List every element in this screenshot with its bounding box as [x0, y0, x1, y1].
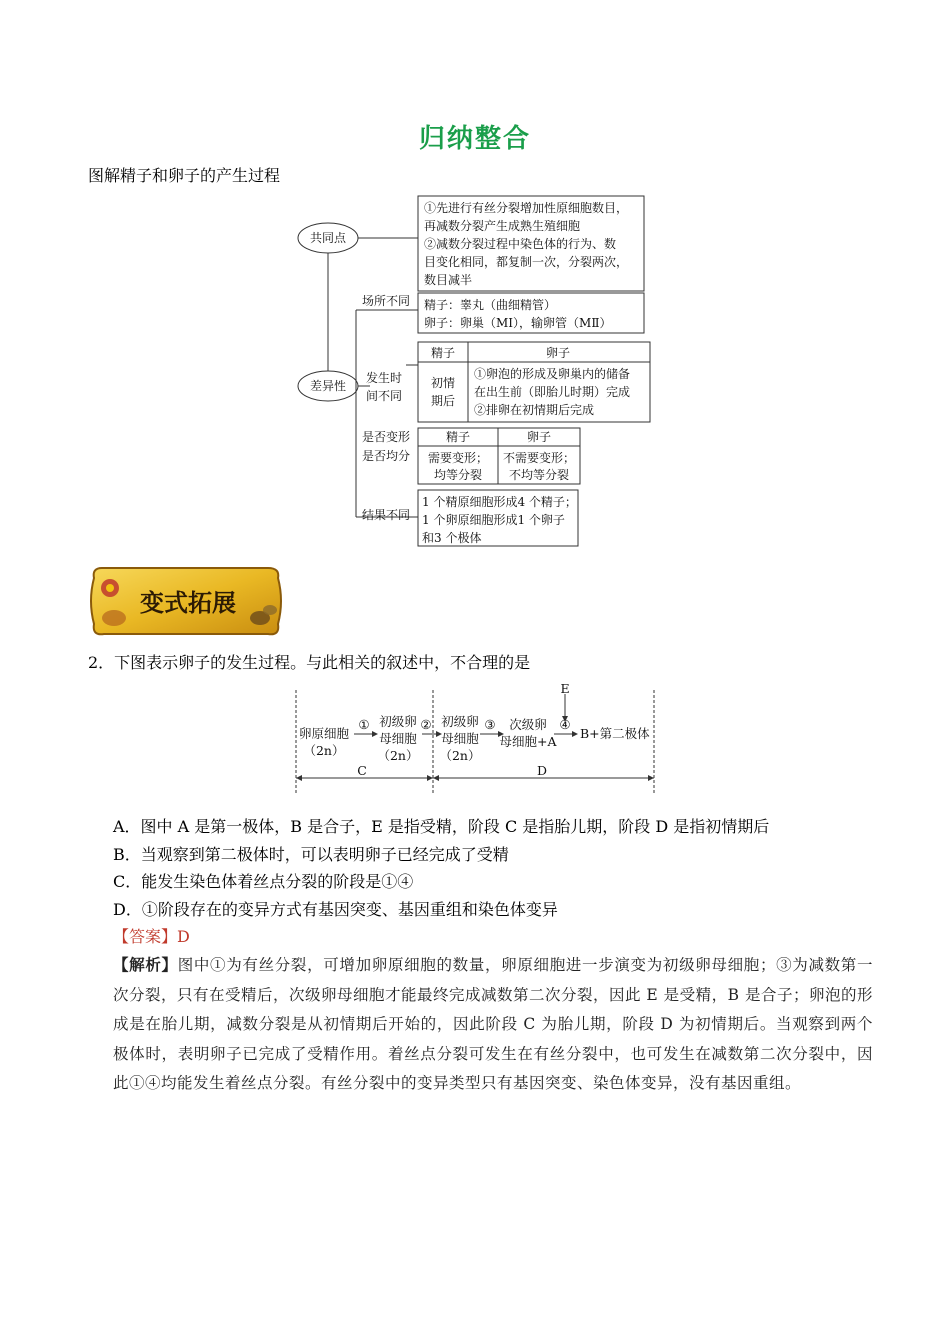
- leaf-icon: [102, 610, 126, 626]
- common-text-line: ②减数分裂过程中染色体的行为、数: [424, 237, 617, 251]
- common-text-line: ①先进行有丝分裂增加性原细胞数目，: [424, 201, 629, 215]
- time-header-egg: 卵子: [545, 346, 571, 360]
- place-text-line: 卵子：卵巢（MⅠ），输卵管（MⅡ）: [424, 316, 612, 330]
- page-title: 归纳整合: [418, 124, 531, 154]
- time-egg-cell-line: ②排卵在初情期后完成: [474, 403, 595, 417]
- deform-header-egg: 卵子: [526, 430, 552, 444]
- cell-oogonium-line: 卵原细胞: [298, 726, 350, 741]
- stage-d-label: D: [536, 763, 548, 778]
- cell-primary-oocyte-2-line: （2n）: [439, 748, 481, 763]
- result-text-line: 和3 个极体: [422, 531, 482, 545]
- option-d: D．①阶段存在的变异方式有基因突变、基因重组和染色体变异: [113, 900, 558, 919]
- cell-primary-oocyte-1-line: 母细胞: [379, 731, 417, 746]
- option-a: A．图中 A 是第一极体，B 是合子，E 是指受精，阶段 C 是指胎儿期，阶段 D 是指初情期后: [113, 817, 770, 836]
- result-label: B+第二极体: [580, 726, 650, 741]
- cell-secondary-oocyte-line: 母细胞+A: [499, 734, 557, 749]
- deform-egg-cell-line: 不均等分裂: [508, 468, 570, 482]
- cell-oogonium-line: （2n）: [303, 743, 345, 758]
- time-sperm-cell-line: 期后: [430, 394, 456, 408]
- explanation-text: 图中①为有丝分裂，可增加卵原细胞的数量，卵原细胞进一步演变为初级卵母细胞；③为减数第一次分裂，只有在受精后，次级卵母细胞才能最终完成减数第二次分裂，因此 E 是受精，B 是合子；卵泡的形成是在胎儿期，减数分裂是从初情期后开始的，因此阶段 C 为胎儿期，阶段 D 为初情期后。当观察到两个极体时，表明卵子已完成了受精作用。着丝点分裂可发生在有丝分裂中，也可发生在减数第二次分裂中，因此①④均能发生着丝点分裂。有丝分裂中的变异类型只有基因突变、染色体变异，没有基因重组。: [113, 956, 873, 1092]
- deform-sperm-cell-line: 均等分裂: [433, 468, 483, 482]
- step-label: ①: [358, 717, 370, 732]
- time-label-line: 间不同: [366, 389, 403, 403]
- answer-line: [113, 924, 190, 947]
- step-label: ④: [559, 717, 571, 732]
- result-text-line: 1 个卵原细胞形成1 个卵子: [422, 513, 565, 527]
- arrow-icon: [572, 731, 578, 737]
- deform-label: 是否变形: [362, 430, 411, 444]
- section-banner: [88, 560, 284, 642]
- time-sperm-cell-line: 初情: [430, 376, 456, 390]
- banner-text: 变式拓展: [140, 588, 236, 617]
- stage-c-label: C: [357, 763, 367, 778]
- cell-primary-oocyte-1-line: （2n）: [377, 748, 419, 763]
- deform-header-sperm: 精子: [445, 430, 471, 444]
- explanation: [113, 950, 873, 1099]
- deform-sperm-cell-line: 需要变形；: [427, 451, 489, 465]
- step-label: ③: [484, 717, 496, 732]
- cell-primary-oocyte-2-line: 母细胞: [441, 731, 479, 746]
- time-egg-cell-line: ①卵泡的形成及卵巢内的储备: [474, 367, 631, 381]
- section-subtitle: 图解精子和卵子的产生过程: [88, 166, 281, 185]
- common-text-line: 目变化相同，都复制一次，分裂两次，: [424, 255, 629, 269]
- common-label: 共同点: [309, 231, 347, 245]
- process-diagram: [290, 682, 660, 802]
- difference-label: 差异性: [309, 379, 347, 393]
- place-label: 场所不同: [362, 294, 411, 308]
- arrow-icon: [372, 731, 378, 737]
- time-header-sperm: 精子: [430, 346, 456, 360]
- common-text-line: 数目减半: [424, 273, 473, 287]
- step-label: ②: [420, 717, 432, 732]
- result-label: 结果不同: [362, 508, 411, 522]
- time-egg-cell-line: 在出生前（即胎儿时期）完成: [474, 385, 631, 399]
- cell-primary-oocyte-1-line: 初级卵: [379, 714, 417, 729]
- cell-primary-oocyte-2-line: 初级卵: [441, 714, 479, 729]
- common-text-line: 再减数分裂产生成熟生殖细胞: [424, 219, 581, 233]
- answer-label: 【答案】: [113, 927, 178, 946]
- answer-value: D: [177, 927, 190, 946]
- explanation-label: 【解析】: [113, 955, 178, 974]
- time-label-line: 发生时: [366, 371, 403, 385]
- option-c: C．能发生染色体着丝点分裂的阶段是①④: [113, 872, 414, 891]
- even-label: 是否均分: [362, 449, 411, 463]
- result-text-line: 1 个精原细胞形成4 个精子；: [422, 495, 577, 509]
- coin-icon: [263, 605, 277, 615]
- option-b: B．当观察到第二极体时，可以表明卵子已经完成了受精: [113, 845, 509, 864]
- question-stem: 2．下图表示卵子的发生过程。与此相关的叙述中，不合理的是: [88, 653, 531, 672]
- deform-egg-cell-line: 不需要变形；: [502, 451, 576, 465]
- flower-center-icon: [106, 584, 114, 592]
- cell-secondary-oocyte-line: 次级卵: [509, 717, 547, 732]
- place-text-line: 精子：睾丸（曲细精管）: [424, 298, 557, 312]
- e-label: E: [560, 682, 570, 696]
- summary-diagram: [290, 190, 660, 550]
